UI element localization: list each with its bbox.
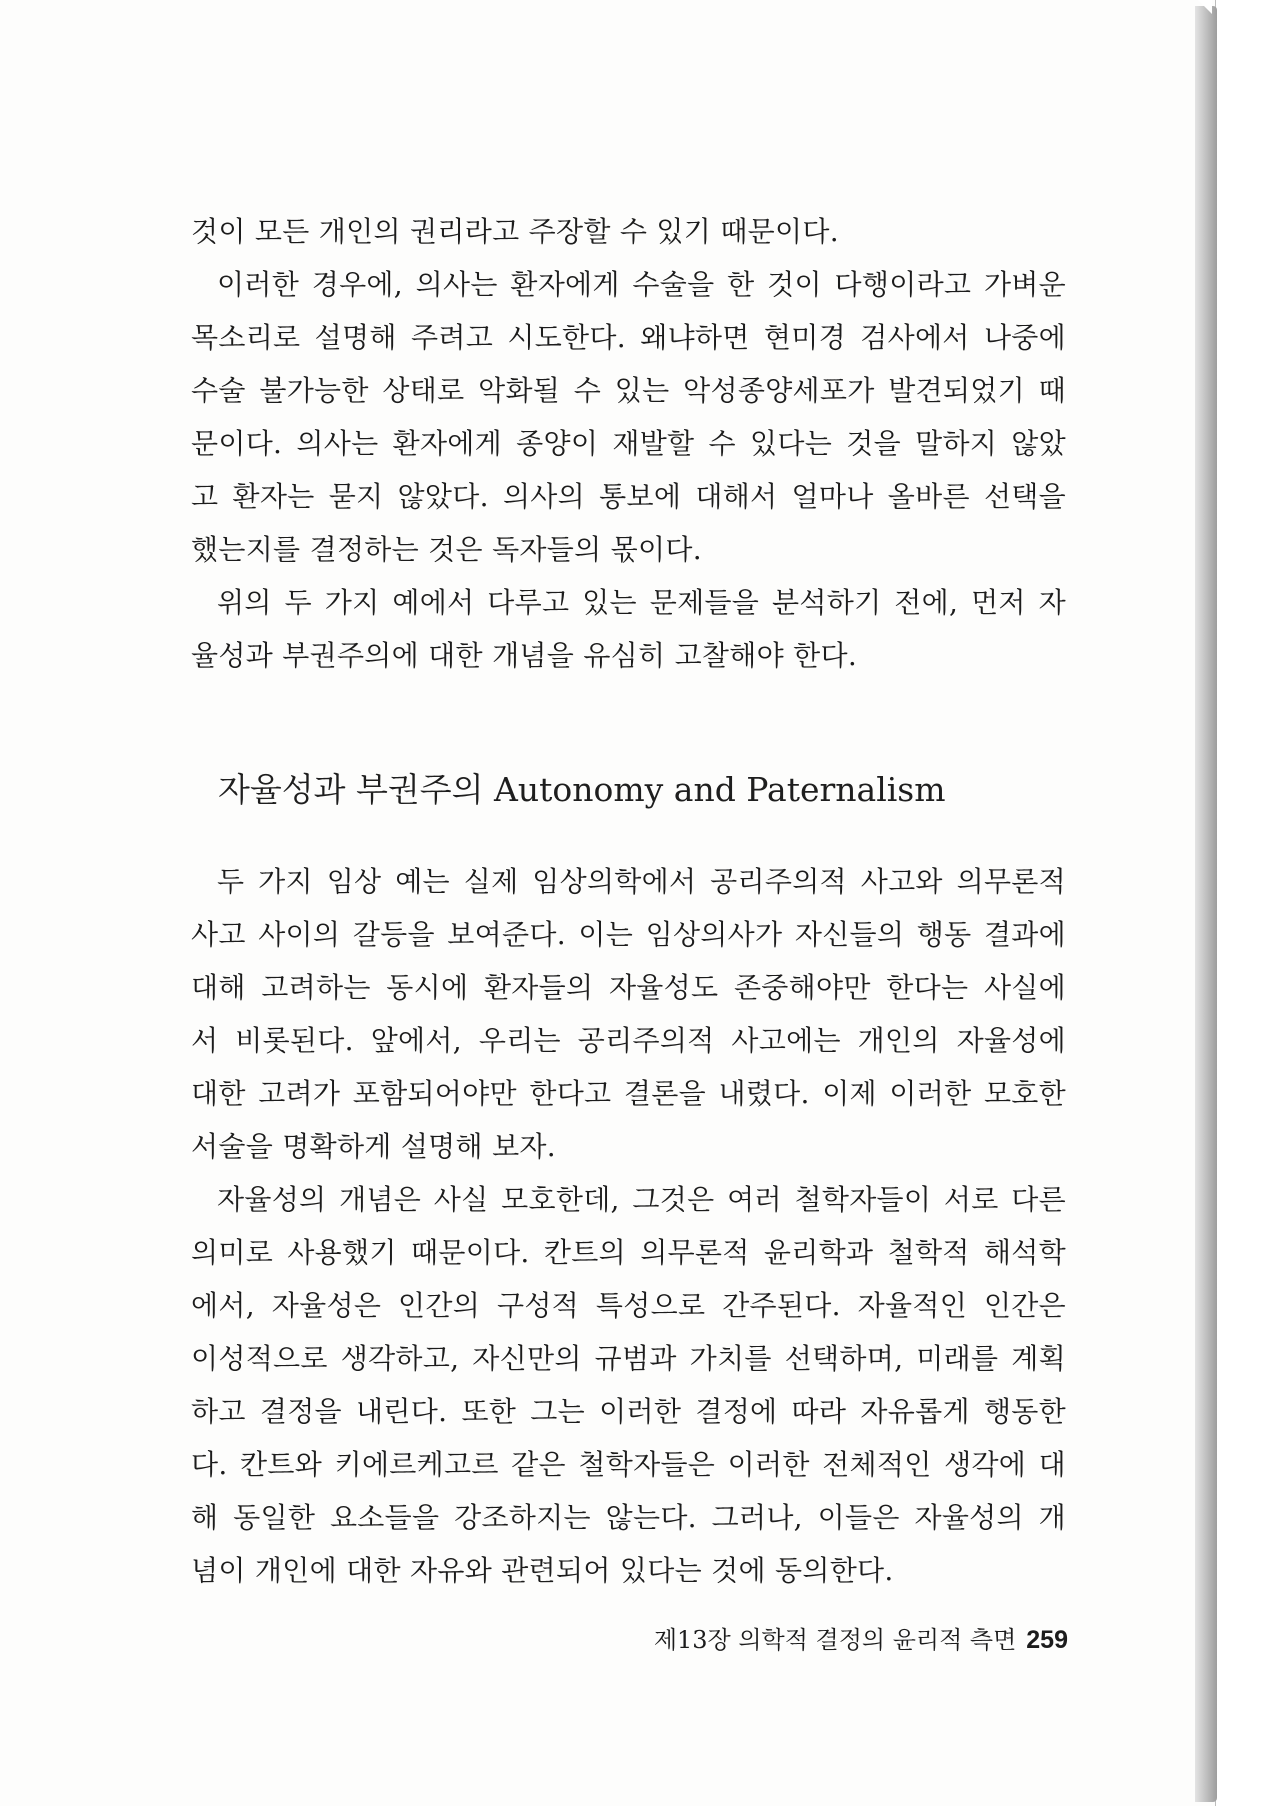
intro-paragraphs — [191, 205, 1066, 682]
page-number: 259 — [1026, 1626, 1068, 1654]
text-line: 서 비롯된다. 앞에서, 우리는 공리주의적 사고에는 개인의 자율성에 — [191, 1024, 1066, 1057]
text-line: 대한 고려가 포함되어야만 한다고 결론을 내렸다. 이제 이러한 모호한 — [191, 1077, 1066, 1110]
text-line: 하고 결정을 내린다. 또한 그는 이러한 결정에 따라 자유롭게 행동한 — [191, 1395, 1066, 1428]
text-line: 목소리로 설명해 주려고 시도한다. 왜냐하면 현미경 검사에서 나중에 — [191, 321, 1066, 354]
text-line: 자율성의 개념은 사실 모호한데, 그것은 여러 철학자들이 서로 다른 — [217, 1183, 1066, 1216]
text-line: 사고 사이의 갈등을 보여준다. 이는 임상의사가 자신들의 행동 결과에 — [191, 918, 1066, 951]
text-line: 서술을 명확하게 설명해 보자. — [191, 1130, 556, 1163]
text-line: 다. 칸트와 키에르케고르 같은 철학자들은 이러한 전체적인 생각에 대 — [191, 1448, 1066, 1481]
text-line: 했는지를 결정하는 것은 독자들의 몫이다. — [191, 533, 702, 566]
text-line: 이러한 경우에, 의사는 환자에게 수술을 한 것이 다행이라고 가벼운 — [217, 268, 1066, 301]
text-line: 위의 두 가지 예에서 다루고 있는 문제들을 분석하기 전에, 먼저 자 — [217, 586, 1066, 619]
text-line: 해 동일한 요소들을 강조하지는 않는다. 그러나, 이들은 자율성의 개 — [191, 1501, 1066, 1534]
text-line: 수술 불가능한 상태로 악화될 수 있는 악성종양세포가 발견되었기 때 — [191, 374, 1066, 407]
text-line: 율성과 부권주의에 대한 개념을 유심히 고찰해야 한다. — [191, 639, 858, 672]
text-line: 대해 고려하는 동시에 환자들의 자율성도 존중해야만 한다는 사실에 — [191, 971, 1066, 1004]
text-line: 고 환자는 묻지 않았다. 의사의 통보에 대해서 얼마나 올바른 선택을 — [191, 480, 1066, 513]
text-line: 의미로 사용했기 때문이다. 칸트의 의무론적 윤리학과 철학적 해석학 — [191, 1236, 1066, 1269]
text-line: 에서, 자율성은 인간의 구성적 특성으로 간주된다. 자율적인 인간은 — [191, 1289, 1066, 1322]
text-line: 두 가지 임상 예는 실제 임상의학에서 공리주의적 사고와 의무론적 — [217, 865, 1066, 898]
text-line: 문이다. 의사는 환자에게 종양이 재발할 수 있다는 것을 말하지 않았 — [191, 427, 1066, 460]
chapter-title: 제13장 의학적 결정의 윤리적 측면 — [653, 1626, 1017, 1654]
text-line: 념이 개인에 대한 자유와 관련되어 있다는 것에 동의한다. — [191, 1554, 894, 1587]
page-edge-shadow — [1195, 6, 1217, 1802]
section-paragraphs — [191, 855, 1066, 1597]
text-line: 것이 모든 개인의 권리라고 주장할 수 있기 때문이다. — [191, 215, 839, 248]
section-heading: 자율성과 부권주의 Autonomy and Paternalism — [218, 770, 946, 809]
page-footer — [640, 1620, 1068, 1660]
page-corner-fold — [1198, 0, 1212, 14]
text-line: 이성적으로 생각하고, 자신만의 규범과 가치를 선택하며, 미래를 계획 — [191, 1342, 1066, 1375]
